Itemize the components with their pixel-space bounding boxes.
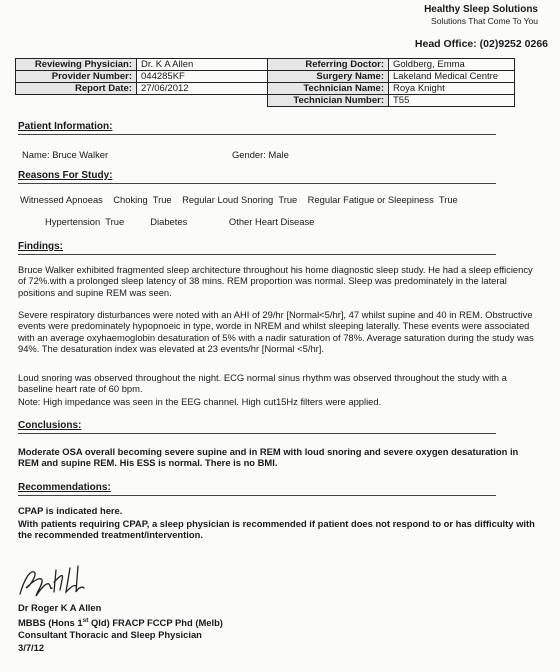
technician-number-label: Technician Number: [268, 95, 389, 107]
recommendation-line-2: With patients requiring CPAP, a sleep physician is recommended if patient does not respond to or has difficulty with the recommended treatment/intervention. [18, 518, 535, 541]
patient-gender: Gender: Male [232, 149, 289, 160]
surgery-name-value: Lakeland Medical Centre [389, 71, 515, 83]
conclusions-text: Moderate OSA overall becoming severe supine and in REM with loud snoring and severe oxygen desaturation in REM and supine REM. His ESS is normal. There is no BMI. [18, 446, 519, 469]
findings-paragraph-4: Note: High impedance was seen in the EEG channel. High cut15Hz filters were applied. [18, 396, 382, 407]
physician-name: Dr Roger K A Allen [18, 602, 102, 613]
findings-paragraph-2: Severe respiratory disturbances were noted with an AHI of 29/hr [Normal<5/hr], 47 whilst supine and 40 in REM. Obstructive events were predominately hypopnoeic in type, worde in NREM and whilst sleeping laterally. These events were associated with an average oxyhaemoglobin desaturation of 5% with a nadir saturation of 78%. Average saturation during the study was 94%. The desaturation index was elevated at 23 events/hr [Normal <5/hr]. [18, 309, 534, 354]
reviewing-physician-value: Dr. K A Allen [137, 59, 268, 71]
surgery-name-label: Surgery Name: [268, 71, 389, 83]
section-divider [18, 183, 496, 184]
table-empty-cell [16, 95, 137, 107]
findings-paragraph-1: Bruce Walker exhibited fragmented sleep architecture throughout his home diagnostic sleep study. He had a sleep efficiency of 72%.with a prolonged sleep latency of 38 mins. REM proportion was normal. Sleep was predominately in the lateral positions and supine REM was seen. [18, 264, 533, 298]
table-empty-cell [137, 95, 268, 107]
qualifications-superscript: st [82, 617, 89, 624]
signoff-date: 3/7/12 [18, 642, 45, 653]
patient-info-heading: Patient Information: [18, 121, 113, 132]
physician-qualifications [18, 615, 223, 628]
section-divider [18, 495, 496, 496]
reasons-line-1: Witnessed Apnoeas Choking True Regular Loud Snoring True Regular Fatigue or Sleepiness True [20, 194, 458, 205]
physician-signature [16, 560, 106, 600]
technician-name-label: Technician Name: [268, 83, 389, 95]
qualifications-suffix: Qld) FRACP FCCP Phd (Melb) [88, 617, 223, 629]
conclusions-heading: Conclusions: [18, 420, 82, 431]
section-divider [18, 134, 496, 135]
findings-paragraph-3: Loud snoring was observed throughout the night. ECG normal sinus rhythm was observed throughout the study with a baseline heart rate of 60 bpm. [18, 372, 507, 395]
referring-doctor-value: Goldberg, Emma [389, 59, 515, 71]
technician-number-value: T55 [389, 95, 515, 107]
head-office-phone: Head Office: (02)9252 0266 [414, 38, 548, 50]
company-name: Healthy Sleep Solutions [424, 4, 538, 15]
reasons-heading: Reasons For Study: [18, 170, 113, 181]
provider-number-value: 044285KF [137, 71, 268, 83]
report-date-value: 27/06/2012 [137, 83, 268, 95]
company-header [424, 4, 538, 26]
recommendations-heading: Recommendations: [18, 482, 111, 493]
section-divider [18, 433, 496, 434]
provider-number-label: Provider Number: [16, 71, 137, 83]
reviewing-physician-label: Reviewing Physician: [16, 59, 137, 71]
patient-name: Name: Bruce Walker [22, 149, 109, 160]
recommendation-line-1: CPAP is indicated here. [18, 505, 123, 516]
qualifications-prefix: MBBS (Hons 1 [18, 617, 83, 629]
findings-heading: Findings: [18, 241, 63, 252]
section-divider [18, 254, 496, 255]
referring-doctor-label: Referring Doctor: [268, 59, 389, 71]
report-header-table [15, 58, 515, 107]
reasons-line-2: Hypertension True Diabetes Other Heart Disease [45, 216, 315, 227]
technician-name-value: Roya Knight [389, 83, 515, 95]
company-tagline: Solutions That Come To You [431, 16, 538, 26]
report-date-label: Report Date: [16, 83, 137, 95]
physician-title: Consultant Thoracic and Sleep Physician [18, 629, 202, 640]
